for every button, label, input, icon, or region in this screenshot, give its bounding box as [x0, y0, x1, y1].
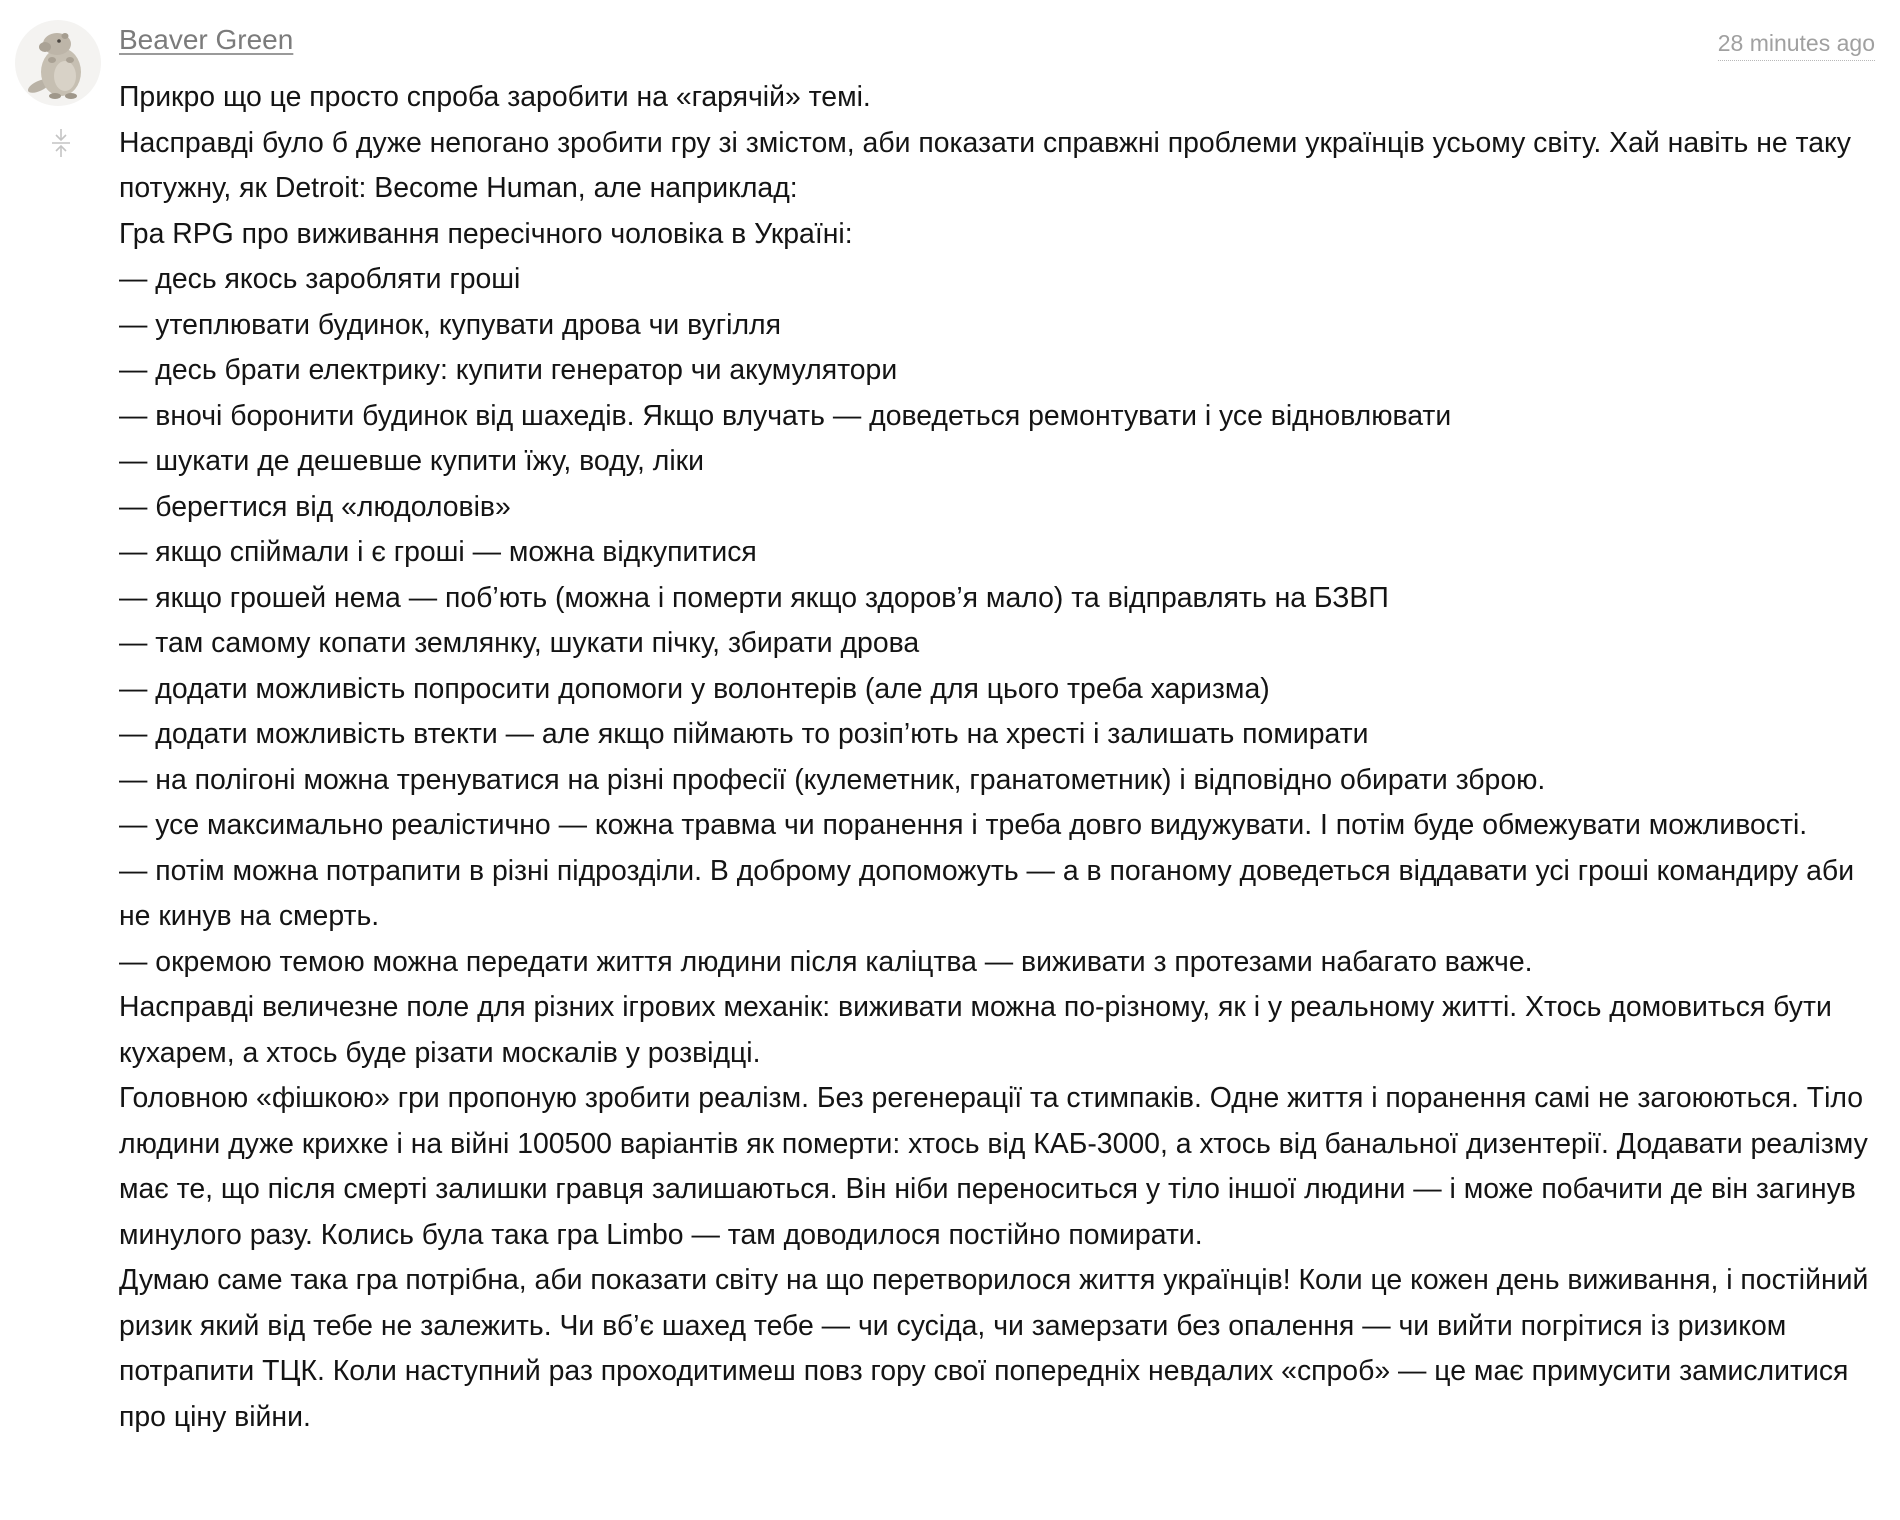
list-item: — на полігоні можна тренуватися на різні професії (кулеметник, гранатометник) і відповідно обирати зброю. [119, 763, 1546, 796]
comment-paragraph: Прикро що це просто спроба заробити на «гарячій» темі. [119, 81, 871, 113]
list-item: — якщо грошей нема — поб’ють (можна і померти якщо здоров’я мало) та відправлять на БЗВП [119, 581, 1389, 614]
list-item: — окремою темою можна передати життя людини після каліцтва — виживати з протезами набагато важче. [119, 945, 1533, 978]
list-item: — додати можливість попросити допомоги у волонтерів (але для цього треба харизма) [119, 672, 1270, 705]
list-item: — вночі боронити будинок від шахедів. Якщо влучать — доведеться ремонтувати і усе відновлювати [119, 399, 1452, 432]
comment-paragraph: Насправді величезне поле для різних ігрових механік: виживати можна по-різному, як і у реальному житті. Хтось домовиться бути кухарем, а хтось буде різати москалів у розвідці. [119, 991, 1832, 1069]
comment-body [119, 75, 1879, 1440]
comment-paragraph: Головною «фішкою» гри пропоную зробити реалізм. Без регенерації та стимпаків. Одне життя і поранення самі не загоюються. Тіло людини дуже крихке і на війні 100500 варіантів як померти: хтось від КАБ-3000, а хтось від банальної дизентерії. Додавати реалізму має те, що після смерті залишки гравця залишаються. Він ніби переноситься у тіло іншої людини — і може побачити де він загинув минулого разу. Колись була така гра Limbo — там доводилося постійно помирати. [119, 1082, 1868, 1251]
avatar[interactable] [15, 20, 101, 106]
list-item: — шукати де дешевше купити їжу, воду, ліки [119, 445, 704, 477]
list-item: — якщо спіймали і є гроші — можна відкупитися [119, 536, 757, 568]
list-item: — десь якось заробляти гроші [119, 263, 521, 295]
list-item: — десь брати електрику: купити генератор чи акумулятори [119, 354, 898, 386]
author-link[interactable]: Beaver Green [119, 24, 294, 55]
list-item: — там самому копати землянку, шукати пічку, збирати дрова [119, 627, 920, 659]
list-item: — додати можливість втекти — але якщо піймають то розіп’ють на хресті і залишать помирати [119, 718, 1369, 750]
comment-paragraph: Гра RPG про виживання пересічного чоловіка в Україні: [119, 217, 853, 250]
collapse-toggle-button[interactable] [48, 128, 74, 158]
list-item: — потім можна потрапити в різні підрозділи. В доброму допоможуть — а в поганому доведеться віддавати усі гроші командиру аби не кинув на смерть. [119, 854, 1855, 932]
comment-paragraph: Насправді було б дуже непогано зробити гру зі змістом, аби показати справжні проблеми українців усьому світу. Хай навіть не таку потужну, як Detroit: Become Human, але наприклад: [119, 126, 1851, 204]
comment-timestamp[interactable]: 28 minutes ago [1718, 26, 1875, 61]
comment-paragraph: Думаю саме така гра потрібна, аби показати світу на що перетворилося життя українців! Коли це кожен день виживання, і постійний ризик який від тебе не залежить. Чи вб’є шахед тебе — чи сусіда, чи замерзати без опалення — чи вийти погрітися із ризиком потрапити ТЦК. Коли наступний раз проходитимеш повз гору свої попередніх невдалих «спроб» — це має примусити замислитися про ціну війни. [119, 1264, 1869, 1433]
list-item: — усе максимально реалістично — кожна травма чи поранення і треба довго видужувати. І потім буде обмежувати можливості. [119, 809, 1808, 841]
list-item: — берегтися від «людоловів» [119, 490, 511, 523]
collapse-thread-icon [48, 128, 74, 158]
list-item: — утеплювати будинок, купувати дрова чи вугілля [119, 308, 781, 341]
beaver-avatar-icon [15, 20, 101, 106]
